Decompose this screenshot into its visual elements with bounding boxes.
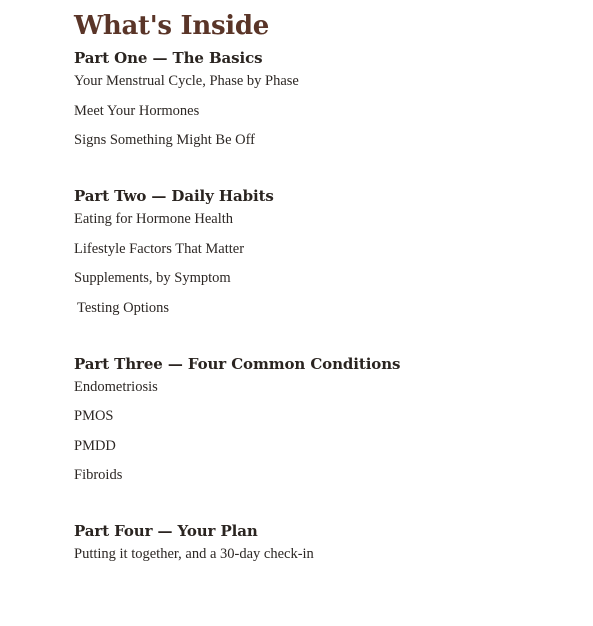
section-part-two <box>74 186 583 317</box>
section-item-list <box>74 545 583 563</box>
list-item: Endometriosis <box>74 378 158 395</box>
list-item: Meet Your Hormones <box>74 102 200 119</box>
list-item: Supplements, by Symptom <box>74 270 231 286</box>
section-part-four <box>74 521 583 563</box>
list-item: Putting it together, and a 30-day check-in <box>74 546 314 562</box>
page-title: What's Inside <box>74 11 270 41</box>
list-item: PMOS <box>74 408 114 424</box>
list-item: Signs Something Might Be Off <box>74 132 255 148</box>
section-heading: Part Four — Your Plan <box>74 522 258 540</box>
section-item-list <box>74 72 583 149</box>
list-item: Fibroids <box>74 467 123 483</box>
section-heading: Part Three — Four Common Conditions <box>74 354 401 373</box>
list-item: Eating for Hormone Health <box>74 211 234 227</box>
section-part-three <box>74 354 583 485</box>
section-part-one <box>74 48 583 149</box>
section-item-list <box>74 210 583 317</box>
section-heading: Part One — The Basics <box>74 49 263 67</box>
section-item-list <box>74 378 583 485</box>
list-item: Testing Options <box>77 299 170 316</box>
table-of-contents <box>74 8 583 563</box>
list-item: Your Menstrual Cycle, Phase by Phase <box>74 73 299 89</box>
section-heading: Part Two — Daily Habits <box>74 187 274 205</box>
list-item: PMDD <box>74 437 116 454</box>
list-item: Lifestyle Factors That Matter <box>74 240 245 257</box>
